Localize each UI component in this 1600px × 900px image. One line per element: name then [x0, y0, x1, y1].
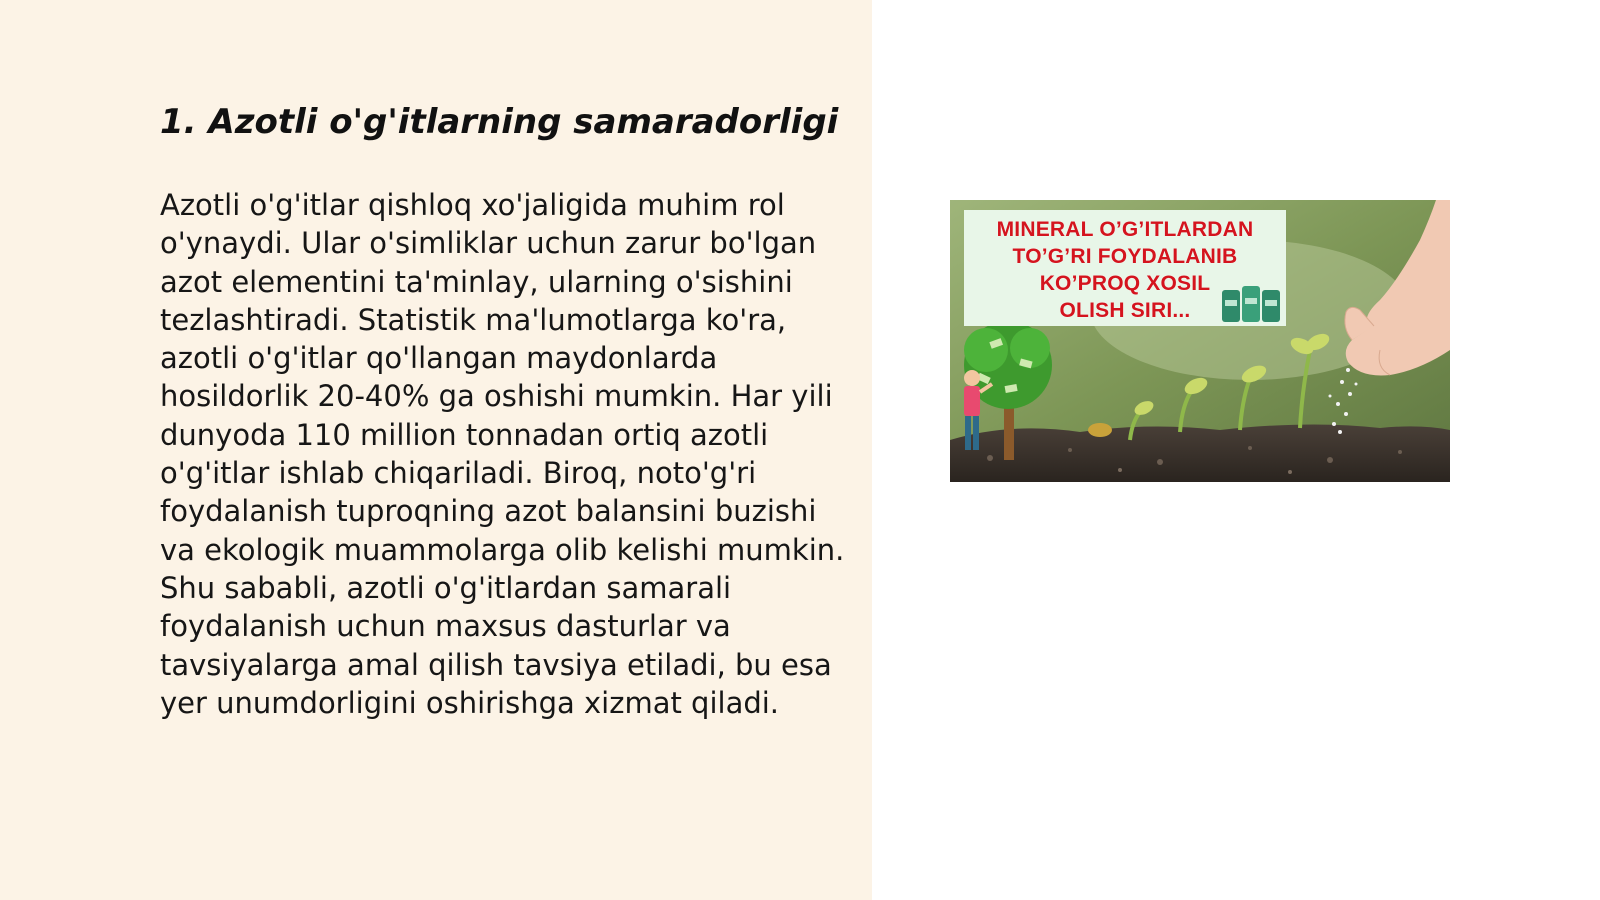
banner-line-3: KO’PROQ XOSIL — [1039, 272, 1211, 295]
slide-title: 1. Azotli o'g'itlarning samaradorligi — [160, 102, 839, 142]
banner-line-4: OLISH SIRI... — [1059, 299, 1191, 322]
banner-line-1: MINERAL O’G’ITLARDAN — [996, 218, 1254, 241]
soil-icon — [950, 424, 1450, 482]
fertilizer-bags-icon — [1220, 280, 1282, 324]
slide-body-text: Azotli o'g'itlar qishloq xo'jaligida muhim rol o'ynaydi. Ular o'simliklar uchun zarur bo'lgan azot elementini ta'minlay, ularning o'sishini tezlashtiradi. Statistik ma'lumotlarga ko'ra, azotli o'g'itlar qo'llangan maydonlarda hosildorlik 20-40% ga oshishi mumkin. Har yili dunyoda 110 million tonnadan ortiq azotli o'g'itlar ishlab chiqariladi. Biroq, noto'g'ri foydalanish tuproqning azot balansini buzishi va ekologik muammolarga olib kelishi mumkin. Shu sababli, azotli o'g'itlardan samarali foydalanish uchun maxsus dasturlar va tavsiyalarga amal qilish tavsiya etiladi, bu esa yer unumdorligini oshirishga xizmat qiladi. — [160, 188, 845, 720]
banner-line-2: TO’G’RI FOYDALANIB — [1012, 245, 1238, 268]
promo-banner — [964, 210, 1286, 326]
fertilizer-illustration — [950, 200, 1450, 482]
